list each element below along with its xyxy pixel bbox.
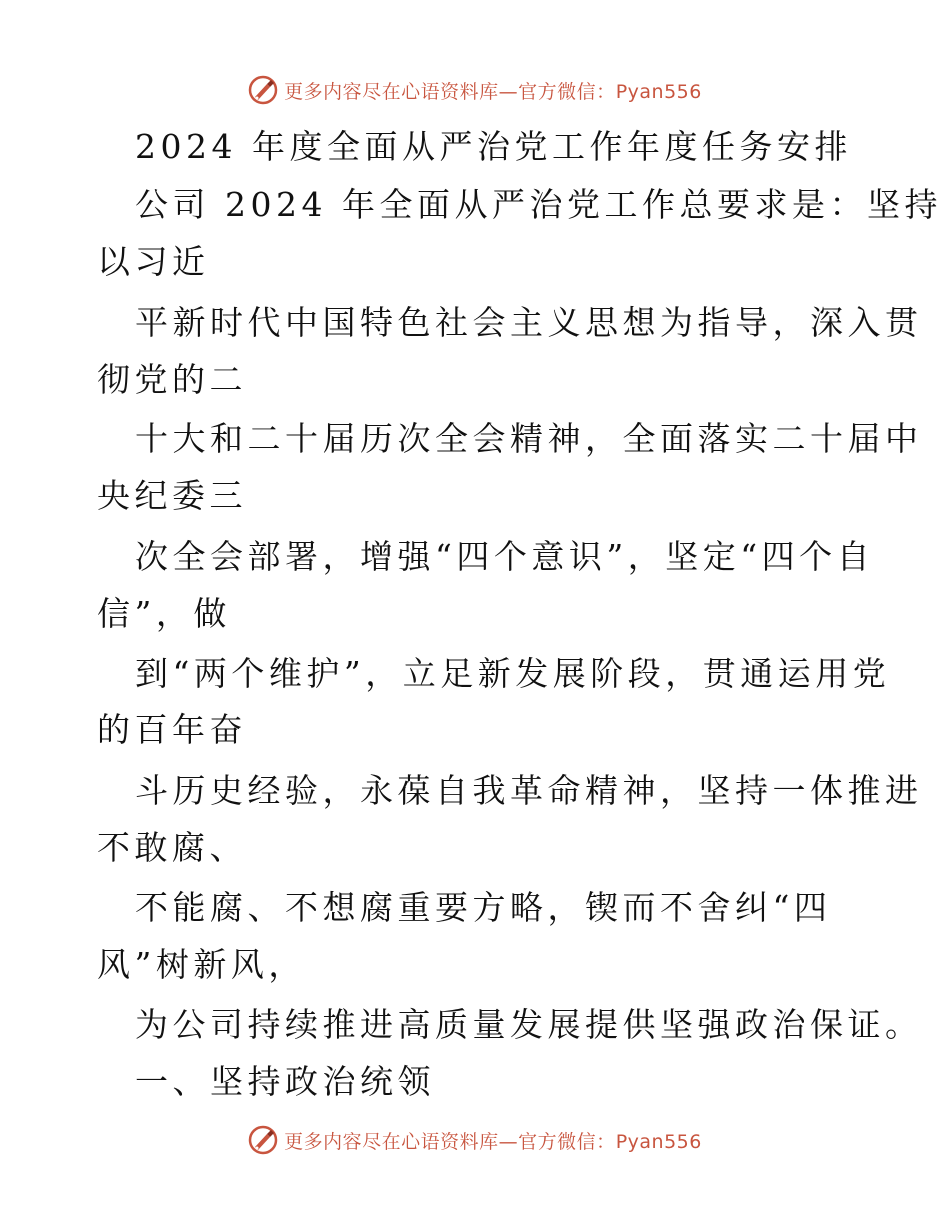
paragraph-line: 十大和二十届历次全会精神，全面落实二十届中 xyxy=(135,419,923,458)
paragraph-line: 信”，做 xyxy=(97,594,231,633)
paragraph-line: 以习近 xyxy=(97,242,210,281)
footer-watermark-banner xyxy=(0,1120,950,1160)
header-watermark-banner xyxy=(0,70,950,110)
paragraph-line: 次全会部署，增强“四个意识”，坚定“四个自 xyxy=(135,537,875,576)
paragraph-line: 的百年奋 xyxy=(97,710,247,749)
paragraph-line: 不能腐、不想腐重要方略，锲而不舍纠“四 xyxy=(135,888,832,927)
pen-logo-icon xyxy=(248,75,278,105)
paragraph-line: 平新时代中国特色社会主义思想为指导，深入贯 xyxy=(135,303,923,342)
watermark-text: 更多内容尽在心语资料库—官方微信：Pyan556 xyxy=(284,80,702,103)
paragraph-line: 彻党的二 xyxy=(97,360,247,399)
paragraph-line: 为公司持续推进高质量发展提供坚强政治保证。 xyxy=(135,1005,923,1044)
paragraph-line: 公司 2024 年全面从严治党工作总要求是：坚持 xyxy=(135,185,942,224)
watermark-text: 更多内容尽在心语资料库—官方微信：Pyan556 xyxy=(284,1130,702,1153)
document-title: 2024 年度全面从严治党工作年度任务安排 xyxy=(135,127,852,166)
section-heading: 一、坚持政治统领 xyxy=(135,1062,435,1101)
paragraph-line: 到“两个维护”，立足新发展阶段，贯通运用党 xyxy=(135,654,891,693)
paragraph-line: 风”树新风， xyxy=(97,945,306,984)
paragraph-line: 斗历史经验，永葆自我革命精神，坚持一体推进 xyxy=(135,771,923,810)
pen-logo-icon xyxy=(248,1125,278,1155)
paragraph-line: 央纪委三 xyxy=(97,476,247,515)
paragraph-line: 不敢腐、 xyxy=(97,828,247,867)
